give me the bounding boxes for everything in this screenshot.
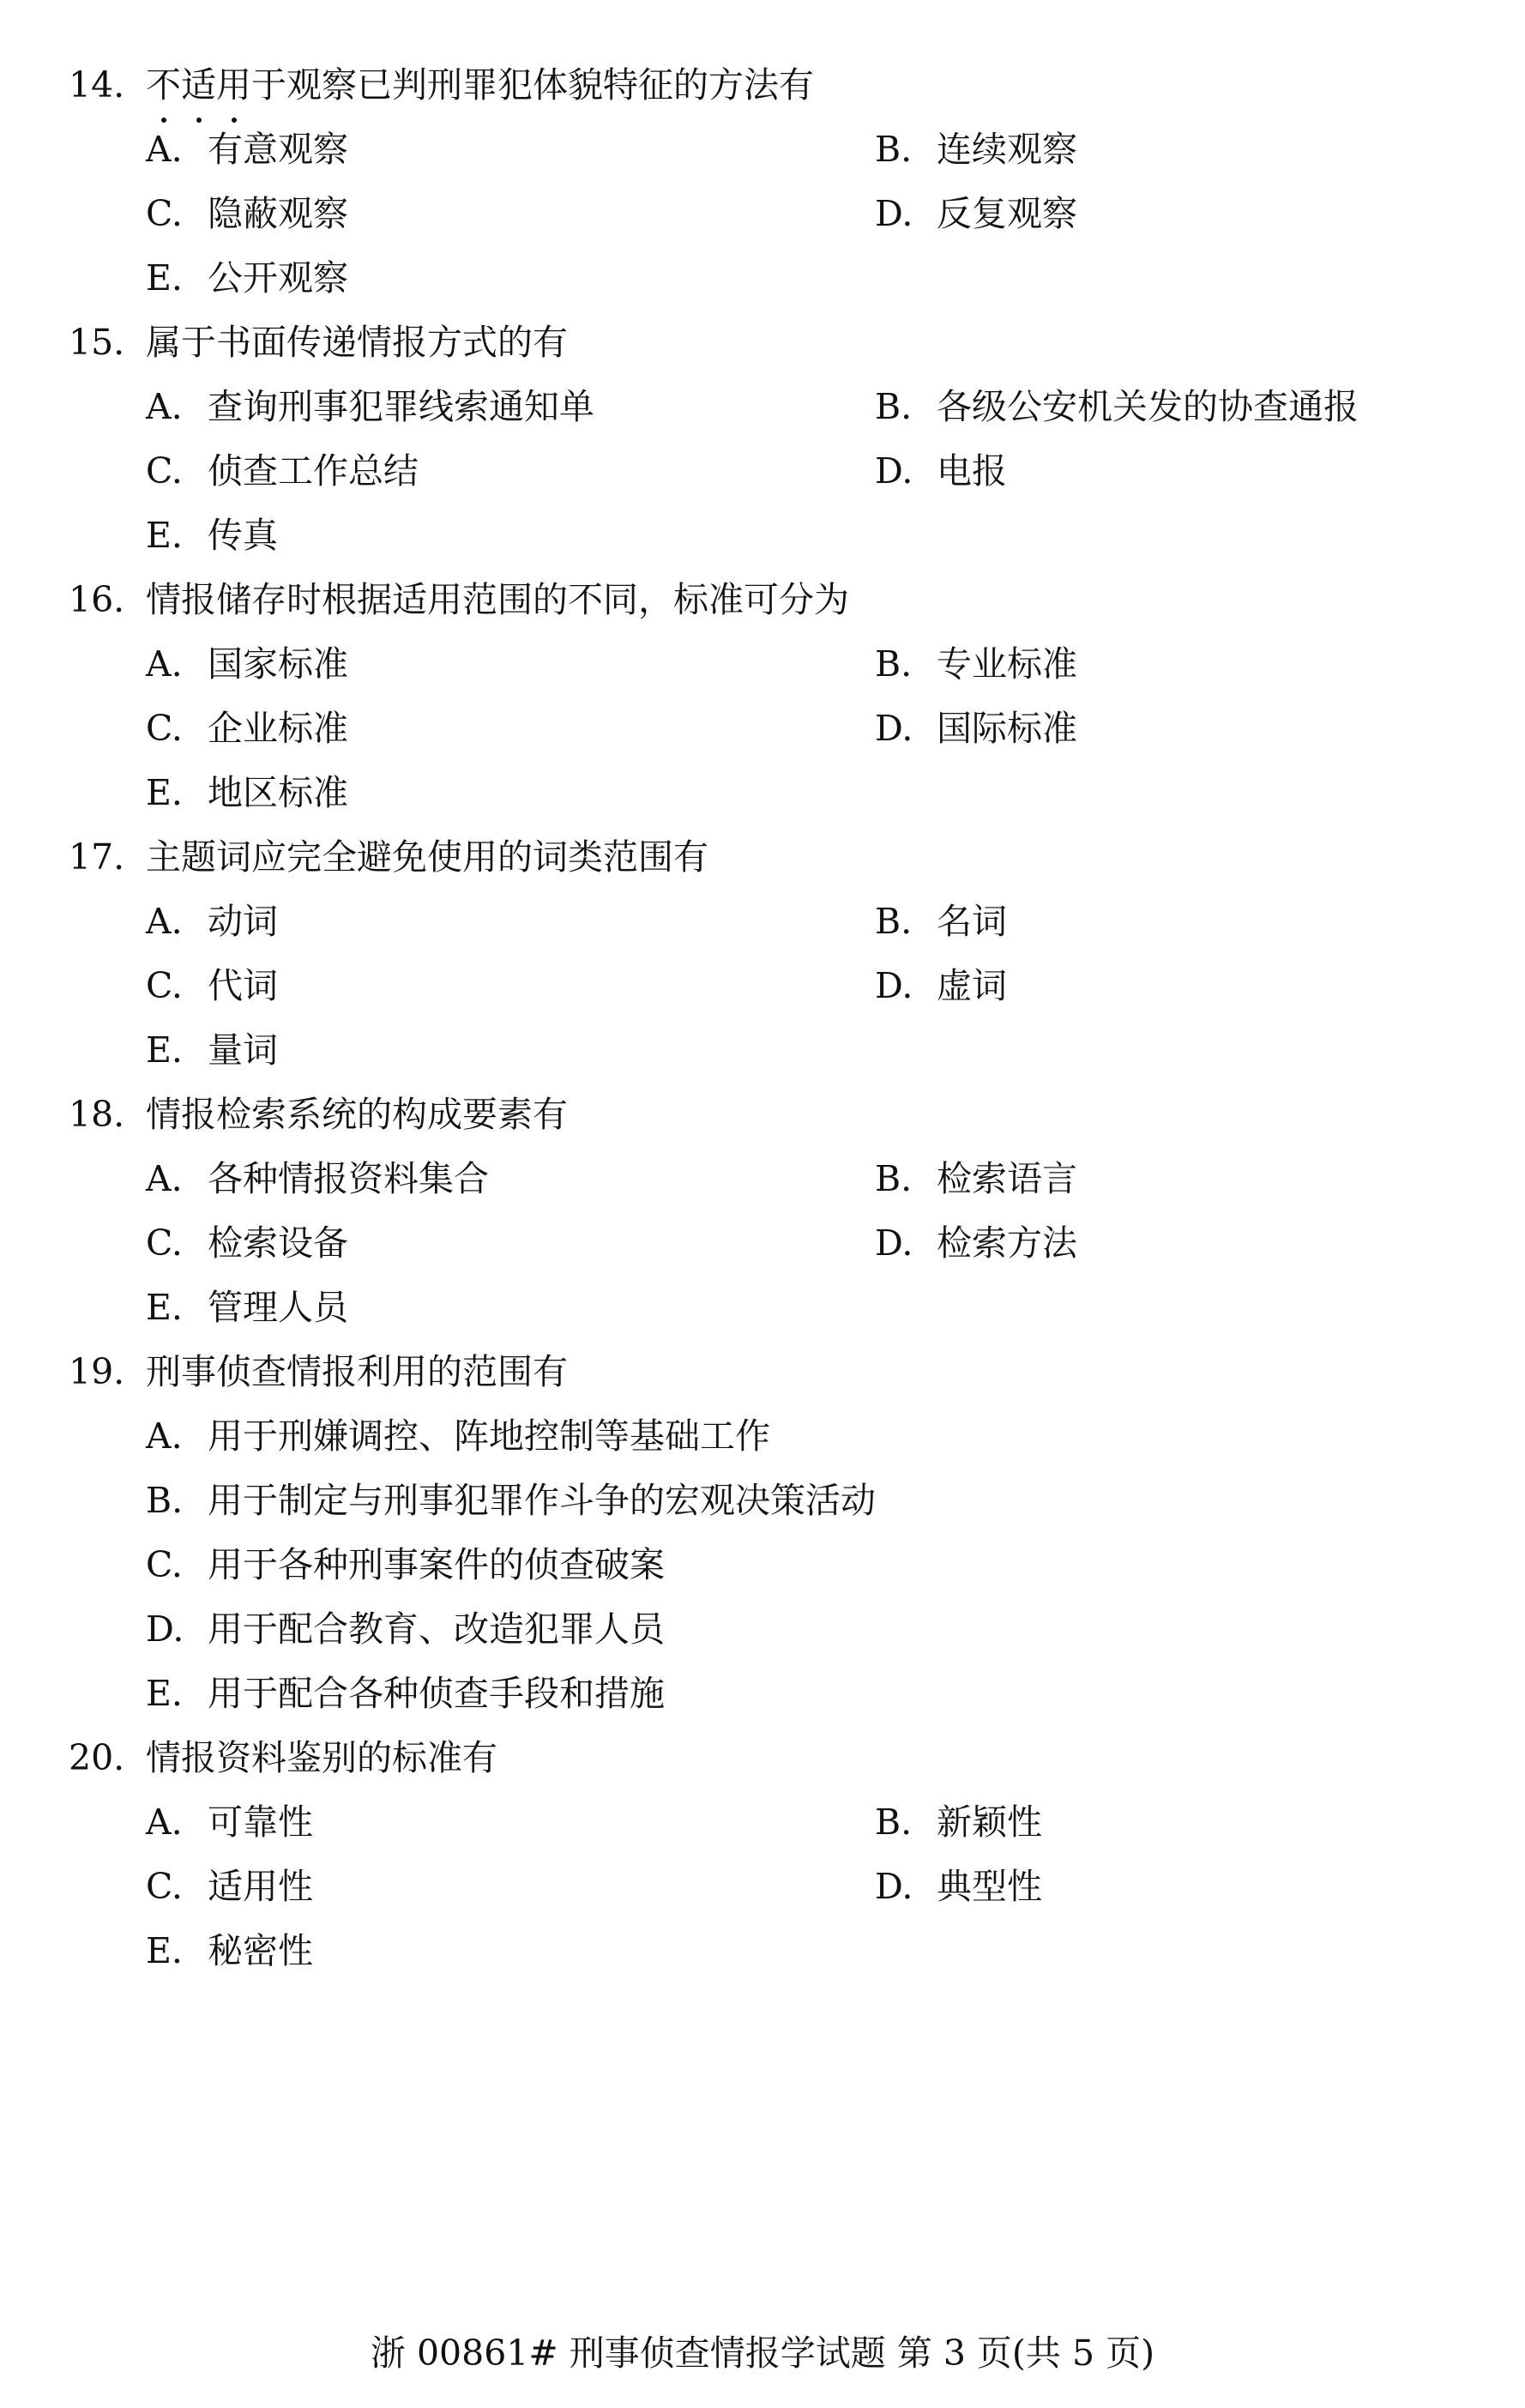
option-text: 企业标准 <box>208 708 348 749</box>
question-stem <box>69 1340 1475 1404</box>
option-letter: C. <box>146 1866 183 1907</box>
option-letter: A. <box>146 1801 183 1843</box>
option-e <box>146 1018 1475 1083</box>
option-letter: A. <box>146 901 183 942</box>
question-text: 情报储存时根据适用范围的不同，标准可分为 <box>146 579 849 620</box>
option-letter: A. <box>146 1415 183 1457</box>
option-a <box>146 1404 1475 1469</box>
option-text: 管理人员 <box>208 1287 348 1328</box>
option-e <box>146 761 1475 825</box>
option-text: 秘密性 <box>208 1930 313 1971</box>
option-e <box>146 246 1475 311</box>
option-e <box>146 504 1475 568</box>
option-a <box>146 1147 875 1211</box>
option-text: 可靠性 <box>208 1801 313 1843</box>
question-16 <box>69 568 1475 825</box>
options-list <box>146 118 1475 311</box>
question-text-rest: 于观察已判刑罪犯体貌特征的方法有 <box>251 64 814 106</box>
options-list <box>146 1404 1475 1726</box>
option-letter: B. <box>875 386 913 427</box>
option-d <box>875 1855 1475 1919</box>
option-row <box>146 504 1475 568</box>
question-text: 主题词应完全避免使用的词类范围有 <box>146 836 708 878</box>
option-b <box>875 632 1475 697</box>
option-row <box>146 632 1475 697</box>
question-text: 情报检索系统的构成要素有 <box>146 1094 568 1135</box>
option-letter: D. <box>875 193 913 234</box>
question-number: 15. <box>69 322 125 363</box>
option-text: 公开观察 <box>208 257 348 299</box>
emphasis-char: 不 <box>146 53 181 118</box>
option-letter: B. <box>875 129 913 170</box>
question-14 <box>69 53 1475 311</box>
question-text: 情报资料鉴别的标准有 <box>146 1737 497 1778</box>
option-row <box>146 118 1475 182</box>
question-stem <box>69 1726 1475 1790</box>
option-text: 名词 <box>937 901 1007 942</box>
option-text: 典型性 <box>937 1866 1042 1907</box>
option-letter: C. <box>146 965 183 1006</box>
option-letter: B. <box>875 1158 913 1199</box>
option-e <box>146 1276 1475 1340</box>
option-d <box>875 697 1475 761</box>
option-letter: A. <box>146 1158 183 1199</box>
option-text: 连续观察 <box>937 129 1077 170</box>
option-d <box>875 954 1475 1018</box>
option-text: 反复观察 <box>937 193 1077 234</box>
option-letter: C. <box>146 1544 183 1585</box>
option-row <box>146 1790 1475 1855</box>
question-stem <box>69 568 1475 632</box>
option-text: 量词 <box>208 1029 278 1071</box>
question-19 <box>69 1340 1475 1726</box>
option-letter: E. <box>146 257 183 299</box>
option-text: 检索语言 <box>937 1158 1077 1199</box>
option-text: 地区标准 <box>208 772 348 813</box>
option-row <box>146 697 1475 761</box>
option-text: 各种情报资料集合 <box>208 1158 489 1199</box>
option-a <box>146 118 875 182</box>
option-letter: E. <box>146 515 183 556</box>
option-letter: B. <box>146 1480 184 1521</box>
option-text: 动词 <box>208 901 278 942</box>
option-text: 电报 <box>937 450 1007 492</box>
option-text: 用于配合教育、改造犯罪人员 <box>208 1608 665 1650</box>
option-a <box>146 632 875 697</box>
emphasis-char: 用 <box>216 53 251 118</box>
option-letter: D. <box>875 965 913 1006</box>
question-stem <box>69 53 1475 118</box>
option-row <box>146 439 1475 504</box>
option-letter: C. <box>146 193 183 234</box>
option-text: 侦查工作总结 <box>208 450 419 492</box>
option-row <box>146 375 1475 439</box>
option-letter: A. <box>146 386 183 427</box>
option-text: 传真 <box>208 515 278 556</box>
option-c <box>146 1211 875 1276</box>
option-b <box>875 375 1475 439</box>
option-row <box>146 1276 1475 1340</box>
option-letter: D. <box>875 1222 913 1264</box>
option-text: 用于刑嫌调控、阵地控制等基础工作 <box>208 1415 770 1457</box>
option-text: 虚词 <box>937 965 1007 1006</box>
page-footer: 浙 00861# 刑事侦查情报学试题 第 3 页(共 5 页) <box>370 2333 1155 2374</box>
option-letter: D. <box>875 450 913 492</box>
option-letter: A. <box>146 129 183 170</box>
option-text: 有意观察 <box>208 129 348 170</box>
question-17 <box>69 825 1475 1083</box>
question-number: 20. <box>69 1737 125 1778</box>
option-row <box>146 1855 1475 1919</box>
option-text: 查询刑事犯罪线索通知单 <box>208 386 594 427</box>
question-text: 刑事侦查情报利用的范围有 <box>146 1351 568 1392</box>
option-text: 专业标准 <box>937 643 1077 685</box>
option-row <box>146 890 1475 954</box>
option-row <box>146 761 1475 825</box>
option-row <box>146 954 1475 1018</box>
question-stem <box>69 825 1475 890</box>
options-list <box>146 1147 1475 1340</box>
option-e <box>146 1919 1475 1983</box>
option-row <box>146 1147 1475 1211</box>
option-e <box>146 1662 1475 1726</box>
option-letter: D. <box>146 1608 184 1650</box>
option-a <box>146 375 875 439</box>
option-c <box>146 697 875 761</box>
option-letter: D. <box>875 1866 913 1907</box>
option-c <box>146 439 875 504</box>
option-a <box>146 890 875 954</box>
option-b <box>146 1469 1475 1533</box>
option-text: 代词 <box>208 965 278 1006</box>
option-row <box>146 1469 1475 1533</box>
option-row <box>146 1919 1475 1983</box>
option-b <box>875 890 1475 954</box>
option-letter: B. <box>875 643 913 685</box>
option-letter: C. <box>146 1222 183 1264</box>
option-letter: D. <box>875 708 913 749</box>
option-b <box>875 1147 1475 1211</box>
option-b <box>875 118 1475 182</box>
option-b <box>875 1790 1475 1855</box>
option-row <box>146 1597 1475 1662</box>
option-row <box>146 1533 1475 1597</box>
option-letter: C. <box>146 708 183 749</box>
option-c <box>146 1855 875 1919</box>
option-a <box>146 1790 875 1855</box>
options-list <box>146 632 1475 825</box>
options-list <box>146 890 1475 1083</box>
question-15 <box>69 311 1475 568</box>
option-letter: E. <box>146 1930 183 1971</box>
question-20 <box>69 1726 1475 1983</box>
option-text: 适用性 <box>208 1866 313 1907</box>
option-d <box>875 1211 1475 1276</box>
question-text <box>146 53 814 118</box>
option-letter: E. <box>146 772 183 813</box>
question-18 <box>69 1083 1475 1340</box>
question-number: 19. <box>69 1351 125 1392</box>
option-letter: E. <box>146 1287 183 1328</box>
options-list <box>146 1790 1475 1983</box>
option-text: 隐蔽观察 <box>208 193 348 234</box>
option-letter: B. <box>875 901 913 942</box>
option-letter: E. <box>146 1029 183 1071</box>
options-list <box>146 375 1475 568</box>
option-c <box>146 1533 1475 1597</box>
option-text: 用于配合各种侦查手段和措施 <box>208 1673 665 1714</box>
option-text: 国家标准 <box>208 643 348 685</box>
option-d <box>875 439 1475 504</box>
option-text: 国际标准 <box>937 708 1077 749</box>
question-stem <box>69 311 1475 375</box>
question-stem <box>69 1083 1475 1147</box>
option-row <box>146 1211 1475 1276</box>
option-text: 检索设备 <box>208 1222 348 1264</box>
question-text: 属于书面传递情报方式的有 <box>146 322 568 363</box>
option-letter: C. <box>146 450 183 492</box>
option-row <box>146 182 1475 246</box>
option-d <box>875 182 1475 246</box>
option-text: 用于制定与刑事犯罪作斗争的宏观决策活动 <box>208 1480 876 1521</box>
question-number: 18. <box>69 1094 125 1135</box>
option-row <box>146 1018 1475 1083</box>
option-text: 各级公安机关发的协查通报 <box>937 386 1359 427</box>
option-text: 检索方法 <box>937 1222 1077 1264</box>
option-letter: B. <box>875 1801 913 1843</box>
option-row <box>146 246 1475 311</box>
option-d <box>146 1597 1475 1662</box>
option-letter: A. <box>146 643 183 685</box>
emphasis-char: 适 <box>181 53 216 118</box>
option-text: 新颖性 <box>937 1801 1042 1843</box>
option-c <box>146 182 875 246</box>
question-number: 16. <box>69 579 125 620</box>
option-c <box>146 954 875 1018</box>
option-row <box>146 1662 1475 1726</box>
question-number: 14. <box>69 64 125 106</box>
option-row <box>146 1404 1475 1469</box>
option-text: 用于各种刑事案件的侦查破案 <box>208 1544 665 1585</box>
option-letter: E. <box>146 1673 183 1714</box>
question-number: 17. <box>69 836 125 878</box>
